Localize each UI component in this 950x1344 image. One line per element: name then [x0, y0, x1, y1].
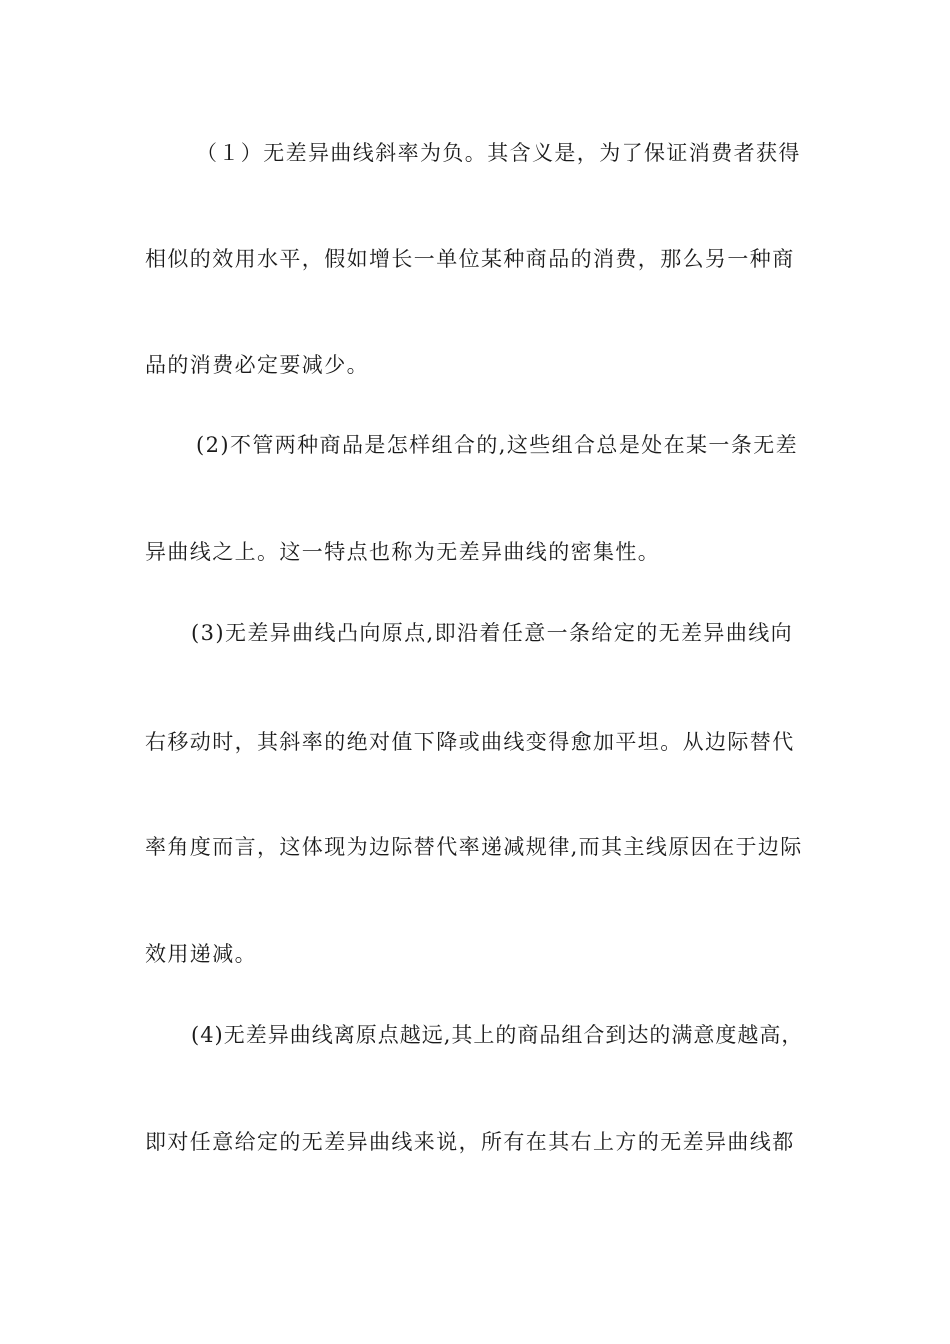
paragraph-4-line-2: 即对任意给定的无差异曲线来说，所有在其右上方的无差异曲线都	[145, 1130, 795, 1154]
paragraph-3-line-4: 效用递减。	[145, 942, 257, 966]
paragraph-1-line-3: 品的消费必定要减少。	[145, 353, 369, 377]
paragraph-3-line-3: 率角度而言，这体现为边际替代率递减规律,而其主线原因在于边际	[145, 835, 803, 859]
paragraph-1-line-1: （１）无差异曲线斜率为负。其含义是，为了保证消费者获得	[196, 141, 801, 165]
paragraph-2-line-2: 异曲线之上。这一特点也称为无差异曲线的密集性。	[145, 540, 661, 564]
paragraph-1-line-2: 相似的效用水平，假如增长一单位某种商品的消费，那么另一种商	[145, 247, 795, 271]
paragraph-3-line-2: 右移动时，其斜率的绝对值下降或曲线变得愈加平坦。从边际替代	[145, 730, 795, 754]
paragraph-4-line-1: (4)无差异曲线离原点越远,其上的商品组合到达的满意度越高，	[191, 1023, 804, 1047]
paragraph-3-line-1: (3)无差异曲线凸向原点,即沿着任意一条给定的无差异曲线向	[191, 621, 794, 645]
paragraph-2-line-1: (2)不管两种商品是怎样组合的,这些组合总是处在某一条无差	[196, 433, 799, 457]
